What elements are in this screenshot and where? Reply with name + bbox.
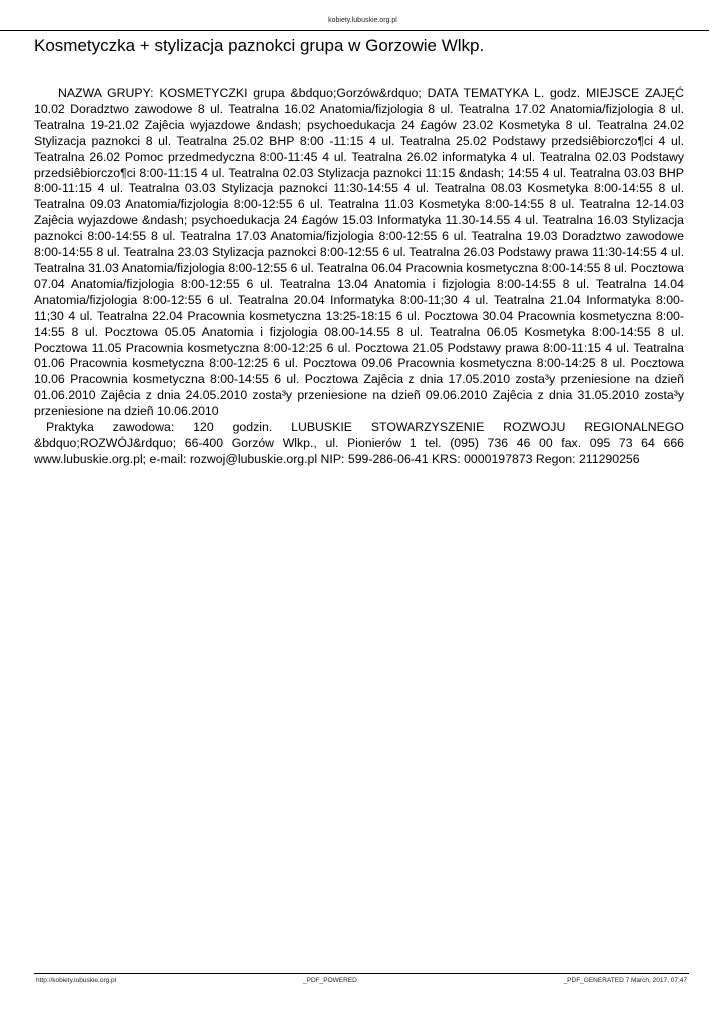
bottom-divider (34, 973, 689, 974)
footer-powered: _PDF_POWERED (303, 977, 357, 984)
top-divider (0, 30, 709, 31)
footer-generated: _PDF_GENERATED 7 March, 2017, 07:47 (563, 977, 687, 984)
footer-url: http://kobiety.lubuskie.org.pl (36, 977, 117, 984)
schedule-text: NAZWA GRUPY: KOSMETYCZKI grupa &bdquo;Gorzów&rdquo; DATA TEMATYKA L. godz. MIEJSCE ZAJĘĆ 10.02 Doradztwo zawodowe 8 ul. Teatralna 16.02 Anatomia/fizjologia 8 ul. Teatralna 17.02 Anatomia/fizjologia 8 ul. Teatralna 19-21.02 Zajêcia wyjazdowe &ndash; psychoedukacja 24 £agów 23.02 Kosmetyka 8 ul. Teatralna 24.02 Stylizacja paznokci 8 ul. Teatralna 25.02 BHP 8:00 -11:15 4 ul. Teatralna 25.02 Podstawy przedsiêbiorczo¶ci 4 ul. Teatralna 26.02 Pomoc przedmedyczna 8:00-11:45 4 ul. Teatralna 26.02 informatyka 4 ul. Teatralna 02.03 Podstawy przedsiêbiorczo¶ci 8:00-11:15 4 ul. Teatralna 02.03 Stylizacja paznokci 11:15 &ndash; 14:55 4 ul. Teatralna 03.03 BHP 8:00-11:15 4 ul. Teatralna 03.03 Stylizacja paznokci 11:30-14:55 4 ul. Teatralna 08.03 Kosmetyka 8:00-14:55 8 ul. Teatralna 09.03 Anatomia/fizjologia 8:00-12:55 6 ul. Teatralna 11.03 Kosmetyka 8:00-14:55 8 ul. Teatralna 12-14.03 Zajêcia wyjazdowe &ndash; psychoedukacja 24 £agów 15.03 Informatyka 11.30-14.55 4 ul. Teatralna 16.03 Stylizacja paznokci 8:00-14:55 8 ul. Teatralna 17.03 Anatomia/fizjologia 8:00-12:55 6 ul. Teatralna 19.03 Doradztwo zawodowe 8:00-14:55 8 ul. Teatralna 23.03 Stylizacja paznokci 8:00-12:55 6 ul. Teatralna 26.03 Podstawy prawa 11:30-14:55 4 ul. Teatralna 31.03 Anatomia/fizjologia 8:00-12:55 6 ul. Teatralna 06.04 Pracownia kosmetyczna 8:00-14:55 8 ul. Pocztowa 07.04 Anatomia/fizjologia 8:00-12:55 6 ul. Teatralna 13.04 Anatomia i fizjologia 8:00-14:55 8 ul. Teatralna 14.04 Anatomia/fizjologia 8:00-12:55 6 ul. Teatralna 20.04 Informatyka 8:00-11;30 4 ul. Teatralna 21.04 Informatyka 8:00-11;30 4 ul. Teatralna 22.04 Pracownia kosmetyczna 13:25-18:15 6 ul. Pocztowa 30.04 Pracownia kosmetyczna 8:00-14:55 8 ul. Pocztowa 05.05 Anatomia i fizjologia 08.00-14.55 8 ul. Teatralna 06.05 Kosmetyka 8:00-14:55 8 ul. Pocztowa 11.05 Pracownia kosmetyczna 8:00-12:25 6 ul. Pocztowa 21.05 Podstawy prawa 8:00-11:15 4 ul. Teatralna 01.06 Pracownia kosmetyczna 8:00-12:25 6 ul. Pocztowa 09.06 Pracownia kosmetyczna 8:00-14:25 8 ul. Pocztowa 10.06 Pracownia kosmetyczna 8:00-14:55 6 ul. Pocztowa Zajêcia z dnia 17.05.2010 zosta³y przeniesione na dzieñ 01.06.2010 Zajêcia z dnia 24.05.2010 zosta³y przeniesione na dzieñ 09.06.2010 Zajêcia z dnia 31.05.2010 zosta³y przeniesione na dzieñ 10.06.2010 (34, 86, 684, 419)
organization-info: Praktyka zawodowa: 120 godzin. LUBUSKIE STOWARZYSZENIE ROZWOJU REGIONALNEGO &bdquo;ROZWÓJ&rdquo; 66-400 Gorzów Wlkp., ul. Pionierów 1 tel. (095) 736 46 00 fax. 095 73 64 666 www.lubuskie.org.pl; e-mail: rozwoj@lubuskie.org.pl NIP: 599-286-06-41 KRS: 0000197873 Regon: 211290256 (34, 420, 684, 466)
article-body (34, 86, 684, 468)
page-title: Kosmetyczka + stylizacja paznokci grupa w Gorzowie Wlkp. (34, 36, 485, 55)
site-header: kobiety.lubuskie.org.pl (328, 17, 397, 24)
